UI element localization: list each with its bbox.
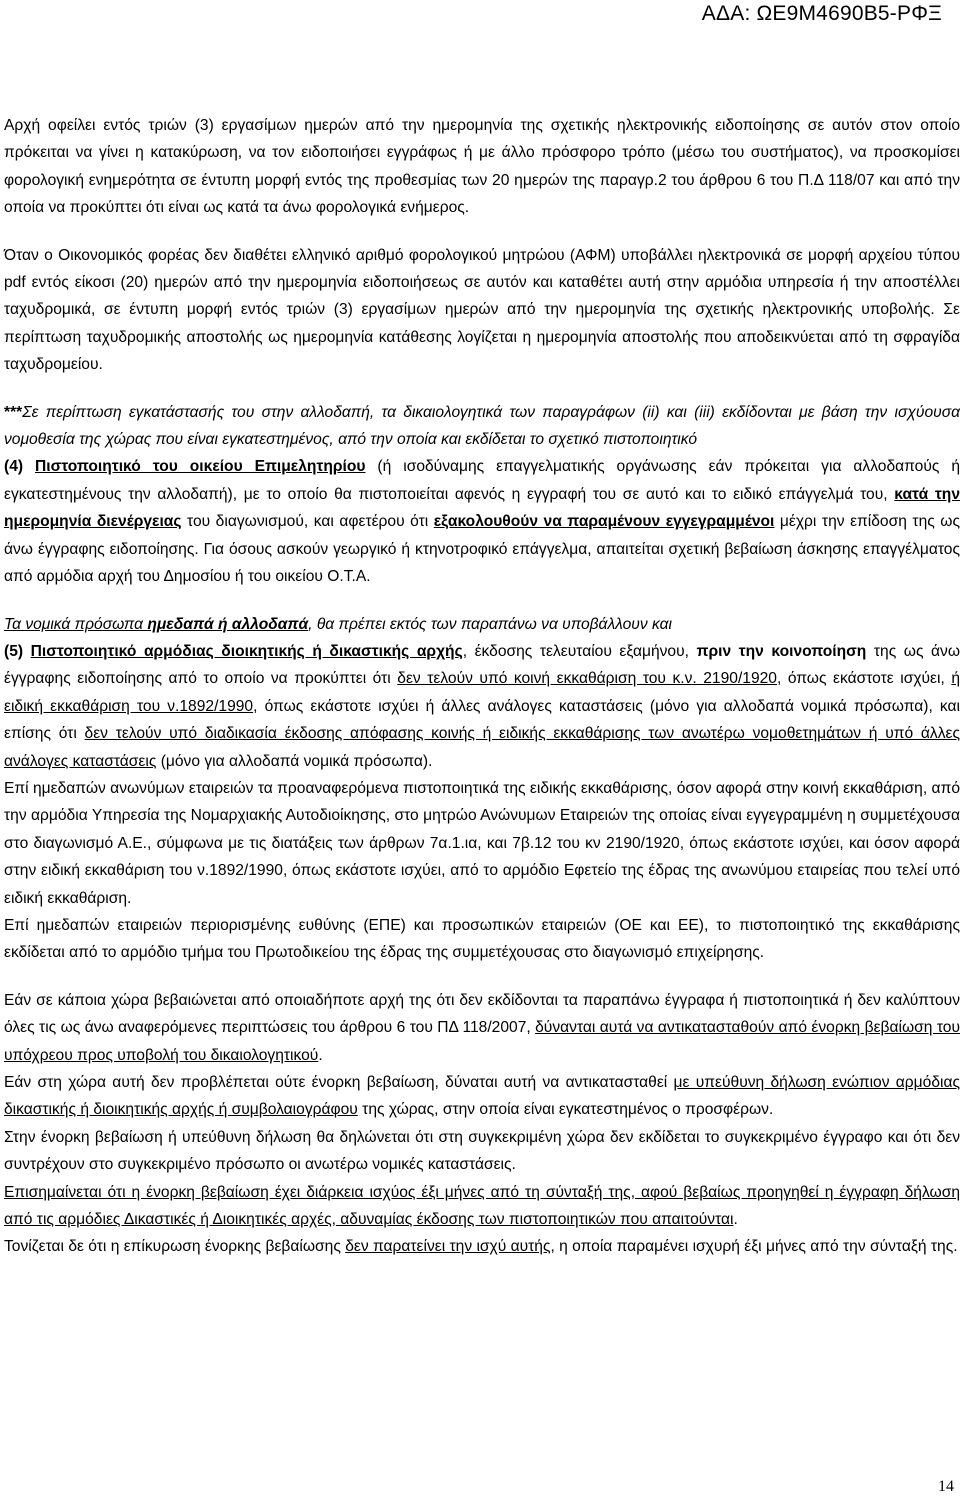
certification-text-2: , η οποία παραμένει ισχυρή έξι μήνες από την σύνταξή της. [550, 1238, 958, 1256]
authority-underline-3: δεν τελούν υπό διαδικασία έκδοσης απόφασης κοινής ή ειδικής εκκαθάρισης των ανωτέρω νομοθετημάτων ή υπό άλλες ανάλογες καταστάσεις [4, 725, 960, 770]
authority-bold-1: πριν την κοινοποίηση [696, 642, 867, 660]
chamber-certificate-title: Πιστοποιητικό του οικείου Επιμελητηρίου [35, 458, 366, 476]
chamber-bold-1: κατά την ημερομηνία διενέργειας [4, 485, 960, 531]
authority-text-5: (μόνο για αλλοδαπά νομικά πρόσωπα). [156, 752, 433, 770]
certification-text-1: Τονίζεται δε ότι η επίκυρωση ένορκης βεβαίωσης [4, 1238, 346, 1256]
item-number: (4) [4, 458, 35, 476]
ada-identifier: ΑΔΑ: ΩΕ9Μ4690Β5-ΡΦΞ [701, 2, 942, 25]
paragraph-validity-notice [4, 1179, 960, 1234]
authority-text-4: , όπως εκάστοτε ισχύει ή άλλες ανάλογες καταστάσεις (μόνο για αλλοδαπά νομικά πρόσωπα), και επίσης ότι [4, 697, 960, 743]
chamber-bold-2: εξακολουθούν να παραμένουν εγγεγραμμένοι [433, 513, 775, 531]
validity-underline: Επισημαίνεται ότι η ένορκη βεβαίωση έχει διάρκεια ισχύος έξι μήνες από τη σύνταξή της, αφού βεβαίως προηγηθεί η έγγραφη δήλωση από τις αρμόδιες Δικαστικές ή Διοικητικές αρχές, αδυναμίας έκδοσης των πιστοποιητικών που απαιτούνται [4, 1183, 960, 1229]
paragraph-authority-certificate [4, 638, 960, 775]
authority-text-1: , έκδοσης τελευταίου εξαμήνου, [462, 642, 697, 660]
foreign-establishment-text: Σε περίπτωση εγκατάστασής του στην αλλοδαπή, τα δικαιολογητικά των παραγράφων (ii) και (iii) εκδίδονται με βάση την ισχύουσα νομοθεσία της χώρας που είναι εγκατεστημένος, από την οποία και εκδίδεται το σχετικό πιστοποιητικό [4, 403, 960, 449]
paragraph-deadline-notice: Αρχή οφείλει εντός τριών (3) εργασίμων ημερών από την ημερομηνία της σχετικής ηλεκτρονικής ειδοποίησης σε αυτόν στον οποίο πρόκειται να γίνει η κατακύρωση, να τον ειδοποιήσει εγγράφως ή με άλλο πρόσφορο τρόπο (μέσω του συστήματος), να προσκομίσει φορολογική ενημερότητα σε έντυπη μορφή εντός της προθεσμίας των 20 ημερών της παραγρ.2 του άρθρου 6 του Π.Δ 118/07 και από την οποία να προκύπτει ότι είναι ως κατά τα άνω φορολογικά ενήμερος. [4, 117, 960, 217]
paragraph-epe-companies: Επί ημεδαπών εταιρειών περιορισμένης ευθύνης (ΕΠΕ) και προσωπικών εταιρειών (ΟΕ και ΕΕ), το πιστοποιητικό της εκκαθάρισης εκδίδεται από το αρμόδιο τμήμα του Πρωτοδικείου της έδρας της συμμετέχουσας στο διαγωνισμό επιχείρησης. [4, 916, 960, 962]
declaration-underline-1: με υπεύθυνη δήλωση ενώπιον αρμόδιας δικαστικής ή διοικητικής αρχής ή συμβολαιογράφου [4, 1074, 960, 1119]
item-number: (5) [4, 642, 31, 660]
authority-underline-1: δεν τελούν υπό κοινή εκκαθάριση του κ.ν. 2190/1920 [397, 670, 777, 688]
paragraph-declaration-content: Στην ένορκη βεβαίωση ή υπεύθυνη δήλωση θα δηλώνεται ότι στη συγκεκριμένη χώρα δεν εκδίδεται το συγκεκριμένο έγγραφο και ότι δεν συντρέχουν στο συγκεκριμένο πρόσωπο οι ανωτέρω νομικές καταστάσεις. [4, 1128, 960, 1174]
paragraph-sworn-statement [4, 987, 960, 1069]
certification-underline: δεν παρατείνει την ισχύ αυτής [345, 1238, 551, 1256]
paragraph-sa-companies: Επί ημεδαπών ανωνύμων εταιρειών τα προαναφερόμενα πιστοποιητικά της ειδικής εκκαθάρισης, όσον αφορά στην κοινή εκκαθάριση, από την αρμόδια Υπηρεσία της Νομαρχιακής Αυτοδιοίκησης, στο μητρώο Ανώνυμων Εταιρειών της οποίας είναι εγγεγραμμένη η συμμετέχουσα στο διαγωνισμό Α.Ε., σύμφωνα με τις διατάξεις των άρθρων 7α.1.ια, και 7β.12 του κν 2190/1920, όπως εκάστοτε ισχύει, και όσον αφορά στην ειδική εκκαθάριση του ν.1892/1990, όπως εκάστοτε ισχύει, από το αρμόδιο Εφετείο της έδρας της ανωνύμου εταιρείας που τελεί υπό ειδική εκκαθάριση. [4, 779, 960, 907]
authority-text-3: , όπως εκάστοτε ισχύει, [776, 670, 952, 688]
paragraph-foreign-establishment [4, 399, 960, 454]
page-number: 14 [938, 1478, 954, 1495]
paragraph-legal-entities [4, 611, 960, 638]
validity-text: . [733, 1211, 738, 1229]
authority-certificate-title: Πιστοποιητικό αρμόδιας διοικητικής ή δικαστικής αρχής [30, 642, 463, 660]
sworn-underline-1: δύνανται αυτά να αντικατασταθούν από ένορκη βεβαίωση του υπόχρεου προς υποβολή του δικαιολογητικού [4, 1019, 960, 1064]
paragraph-certification-note [4, 1233, 960, 1260]
chamber-text-3: μέχρι την επίδοση της ως άνω έγγραφης ειδοποίησης. Για όσους ασκούν γεωργικό ή κτηνοτροφικό επάγγελμα, απαιτείται σχετική βεβαίωση άσκησης επαγγέλματος από αρμόδια αρχή του Δημοσίου ή του οικείου Ο.Τ.Α. [4, 513, 960, 586]
sworn-text-2: . [318, 1046, 323, 1064]
declaration-text-1: Εάν στη χώρα αυτή δεν προβλέπεται ούτε ένορκη βεβαίωση, δύναται αυτή να αντικατασταθεί [4, 1074, 674, 1091]
chamber-text-1: (ή ισοδύναμης επαγγελματικής οργάνωσης εάν πρόκειται για αλλοδαπούς ή εγκατεστημένους την αλλοδαπή), με το οποίο θα πιστοποιείται αφενός η εγγραφή του σε αυτό και το ειδικό επάγγελμά του, [4, 458, 960, 503]
paragraph-chamber-certificate [4, 453, 960, 590]
authority-underline-2: ή ειδική εκκαθάριση του ν.1892/1990 [4, 670, 960, 715]
paragraph-no-afm: Όταν ο Οικονομικός φορέας δεν διαθέτει ελληνικό αριθμό φορολογικού μητρώου (ΑΦΜ) υποβάλλει ηλεκτρονικά σε μορφή αρχείου τύπου pdf εντός είκοσι (20) ημερών από την ημερομηνία ειδοποιήσεως σε αυτόν και καταθέτει αυτή στην αρμόδια υπηρεσία ή την αποστέλλει ταχυδρομικά, σε έντυπη μορφή εντός τριών (3) εργασίμων ημερών από την ημερομηνία της σχετικής ηλεκτρονικής υποβολής. Σε περίπτωση ταχυδρομικής αποστολής ως ημερομηνία κατάθεσης λογίζεται η ημερομηνία αποστολής που αποδεικνύεται από τη σφραγίδα ταχυδρομείου. [4, 246, 960, 374]
declaration-text-2: της χώρας, στην οποία είναι εγκατεστημένος ο προσφέρων. [357, 1101, 774, 1119]
legal-entities-heading: Τα νομικά πρόσωπα [4, 615, 148, 633]
document-body [4, 112, 960, 1261]
sworn-text-1: Εάν σε κάποια χώρα βεβαιώνεται από οποιαδήποτε αρχή της ότι δεν εκδίδονται τα παραπάνω έγγραφα ή πιστοποιητικά ή δεν καλύπτουν όλες τις ως άνω αναφερόμενες περιπτώσεις του άρθρου 6 του ΠΔ 118/2007, [4, 991, 960, 1037]
legal-entities-heading-bold: ημεδαπά ή αλλοδαπά [147, 615, 309, 633]
stars-marker: *** [4, 403, 23, 421]
paragraph-solemn-declaration [4, 1069, 960, 1124]
authority-text-2: της ως άνω έγγραφης ειδοποίησης από το οποίο να προκύπτει ότι [4, 642, 960, 688]
legal-entities-text: , θα πρέπει εκτός των παραπάνω να υποβάλλουν και [308, 615, 672, 633]
chamber-text-2: του διαγωνισμού, και αφετέρου ότι [181, 513, 434, 531]
